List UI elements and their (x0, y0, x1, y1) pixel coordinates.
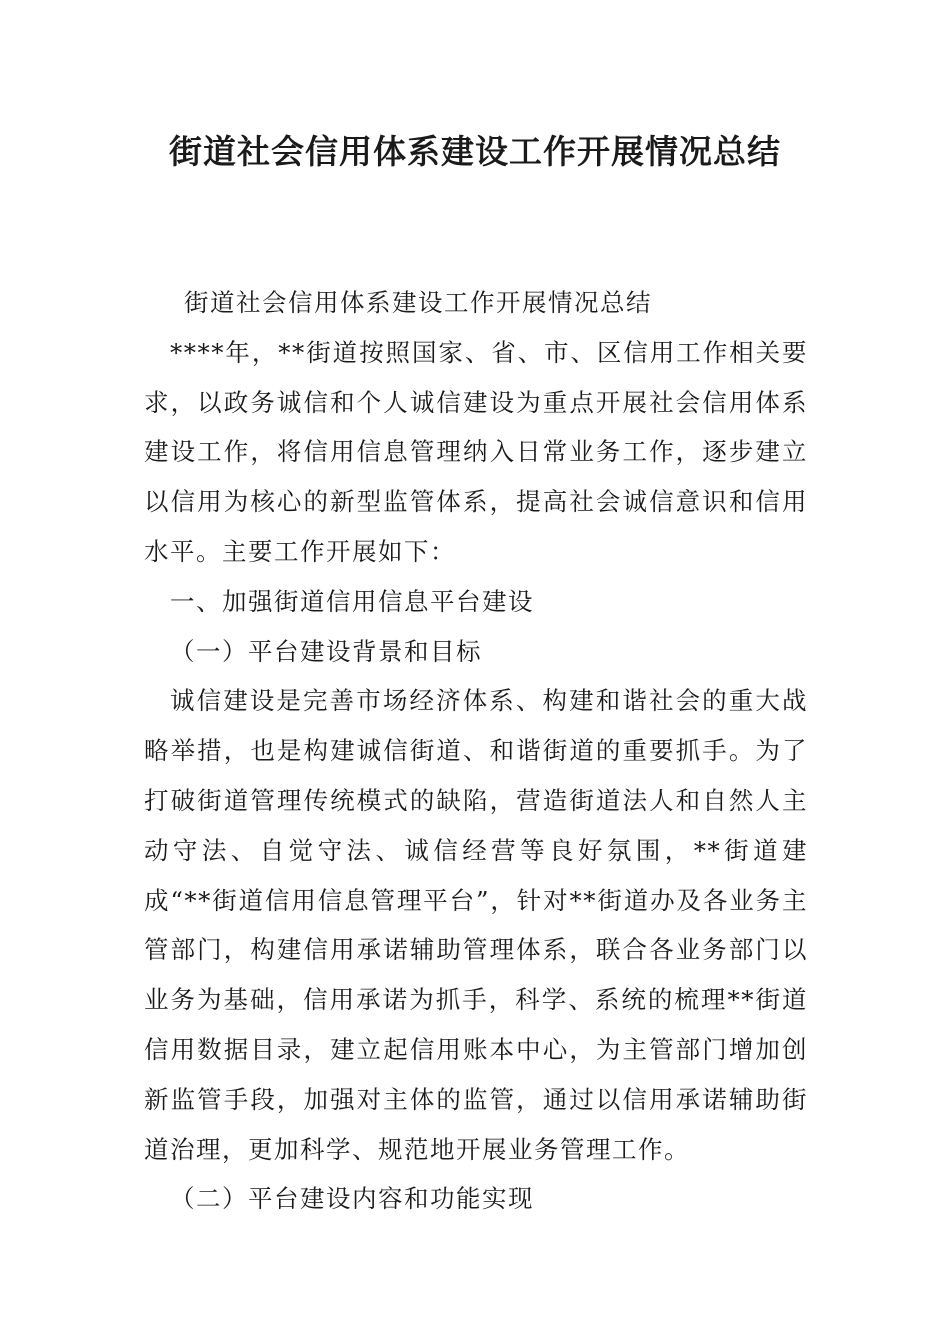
subsection-heading-2: （二）平台建设内容和功能实现 (170, 1184, 534, 1214)
document-body (144, 278, 808, 1224)
intro-paragraph: ****年，**街道按照国家、省、市、区信用工作相关要求，以政务诚信和个人诚信建设为重点开展社会信用体系建设工作，将信用信息管理纳入日常业务工作，逐步建立以信用为核心的新型监管体系，提高社会诚信意识和信用水平。主要工作开展如下： (144, 337, 808, 566)
background-paragraph: 诚信建设是完善市场经济体系、构建和谐社会的重大战略举措，也是构建诚信街道、和谐街道的重要抓手。为了打破街道管理传统模式的缺陷，营造街道法人和自然人主动守法、自觉守法、诚信经营等良好氛围，**街道建成“**街道信用信息管理平台”，针对**街道办及各业务主管部门，构建信用承诺辅助管理体系，联合各业务部门以业务为基础，信用承诺为抓手，科学、系统的梳理**街道信用数据目录，建立起信用账本中心，为主管部门增加创新监管手段，加强对主体的监管，通过以信用承诺辅助街道治理，更加科学、规范地开展业务管理工作。 (144, 686, 808, 1164)
document-title: 街道社会信用体系建设工作开展情况总结 (169, 132, 781, 171)
subsection-heading-1: （一）平台建设背景和目标 (170, 636, 482, 666)
body-heading: 街道社会信用体系建设工作开展情况总结 (184, 288, 652, 317)
section-heading-1: 一、加强街道信用信息平台建设 (170, 586, 534, 616)
